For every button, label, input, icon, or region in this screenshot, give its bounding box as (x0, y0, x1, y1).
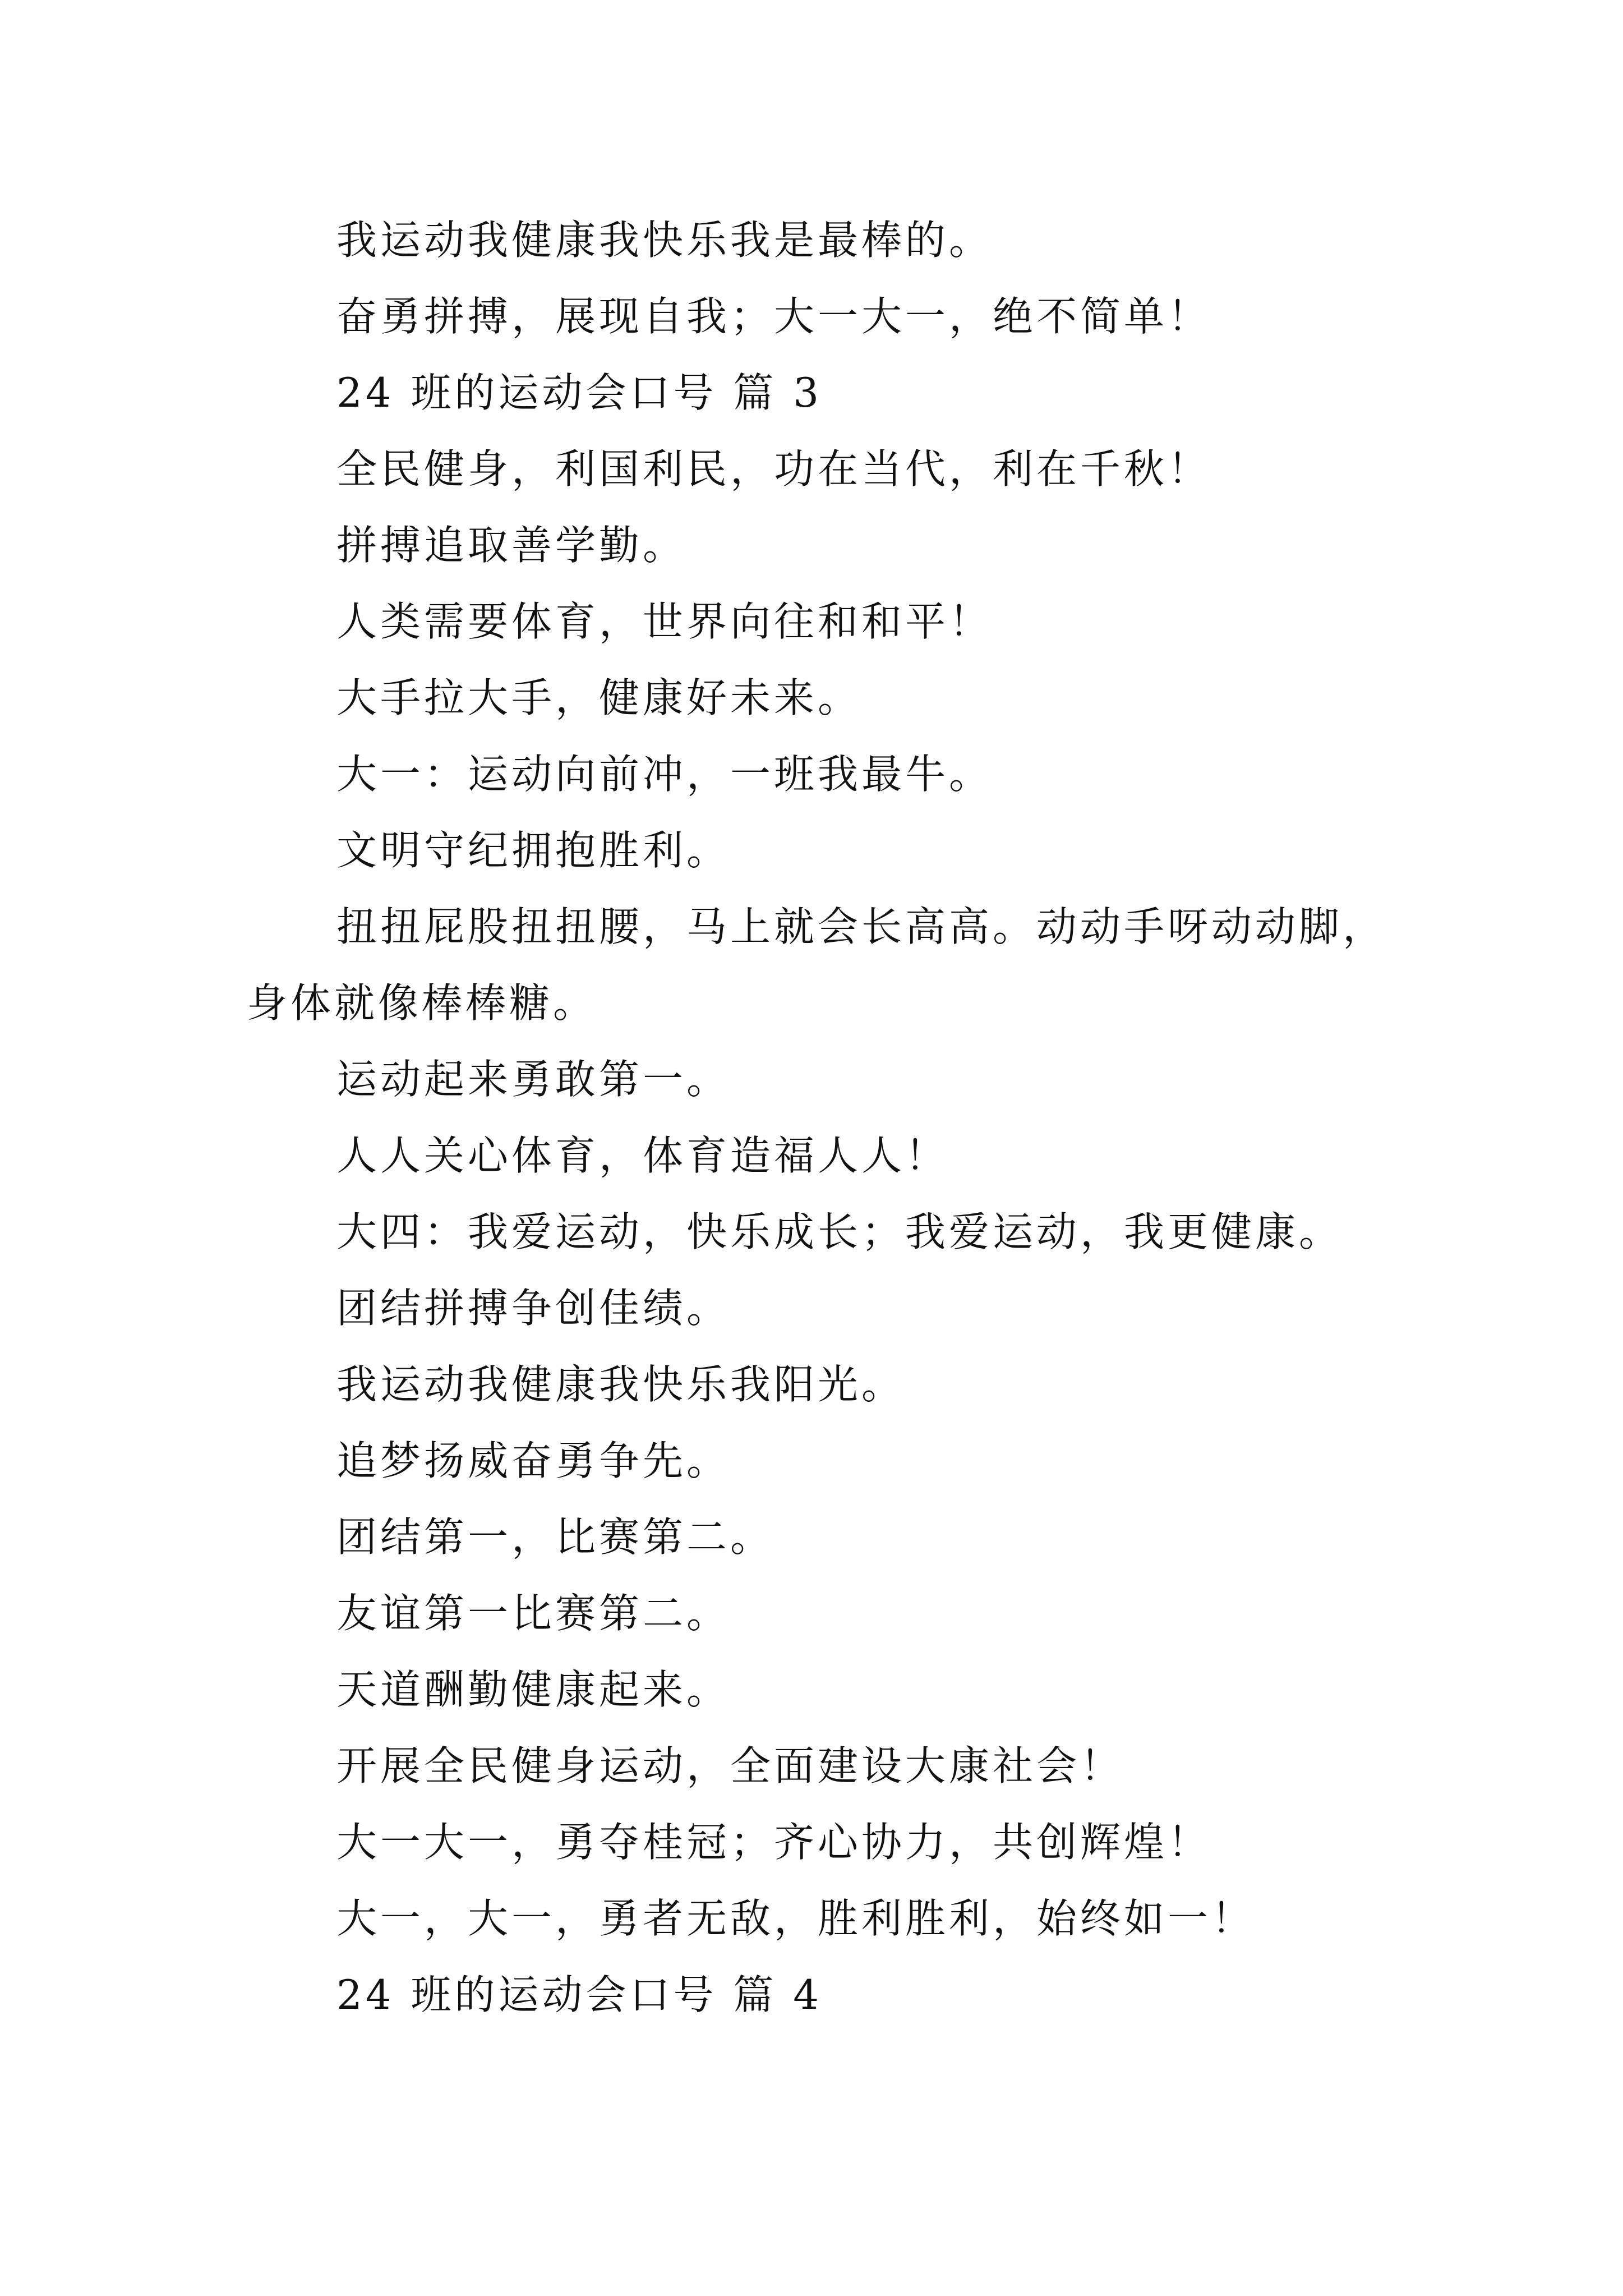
text-line: 人人关心体育，体育造福人人！ (336, 1132, 949, 1179)
text-line: 大一：运动向前冲，一班我最牛。 (336, 751, 993, 798)
text-line: 大手拉大手，健康好未来。 (336, 674, 862, 721)
text-line: 拼搏追取善学勤。 (336, 522, 687, 569)
text-line: 友谊第一比赛第二。 (336, 1590, 731, 1637)
text-line: 奋勇拼搏，展现自我；大一大一，绝不简单！ (336, 293, 1212, 340)
text-line: 扭扭屁股扭扭腰，马上就会长高高。动动手呀动动脚， (336, 903, 1387, 950)
text-line: 大一大一，勇夺桂冠；齐心协力，共创辉煌！ (336, 1819, 1212, 1866)
text-line: 人类需要体育，世界向往和和平！ (336, 598, 993, 645)
text-line: 天道酬勤健康起来。 (336, 1666, 731, 1713)
section-heading: 24 班的运动会口号 篇 4 (336, 1971, 823, 2018)
text-line: 团结拼搏争创佳绩。 (336, 1285, 731, 1332)
text-line: 我运动我健康我快乐我是最棒的。 (336, 217, 993, 264)
text-line: 运动起来勇敢第一。 (336, 1056, 731, 1103)
text-line: 全民健身，利国利民，功在当代，利在千秋！ (336, 445, 1212, 493)
text-line: 大一，大一，勇者无敌，胜利胜利，始终如一！ (336, 1895, 1256, 1942)
text-line: 团结第一，比赛第二。 (336, 1513, 774, 1561)
section-heading: 24 班的运动会口号 篇 3 (336, 369, 823, 416)
text-line: 大四：我爱运动，快乐成长；我爱运动，我更健康。 (336, 1208, 1343, 1255)
text-line: 追梦扬威奋勇争先。 (336, 1437, 731, 1484)
text-line: 开展全民健身运动，全面建设大康社会！ (336, 1742, 1124, 1789)
text-line: 我运动我健康我快乐我阳光。 (336, 1361, 906, 1408)
text-line-continuation: 身体就像棒棒糖。 (247, 979, 597, 1027)
text-line: 文明守纪拥抱胜利。 (336, 827, 731, 874)
document-body (247, 202, 1453, 2033)
